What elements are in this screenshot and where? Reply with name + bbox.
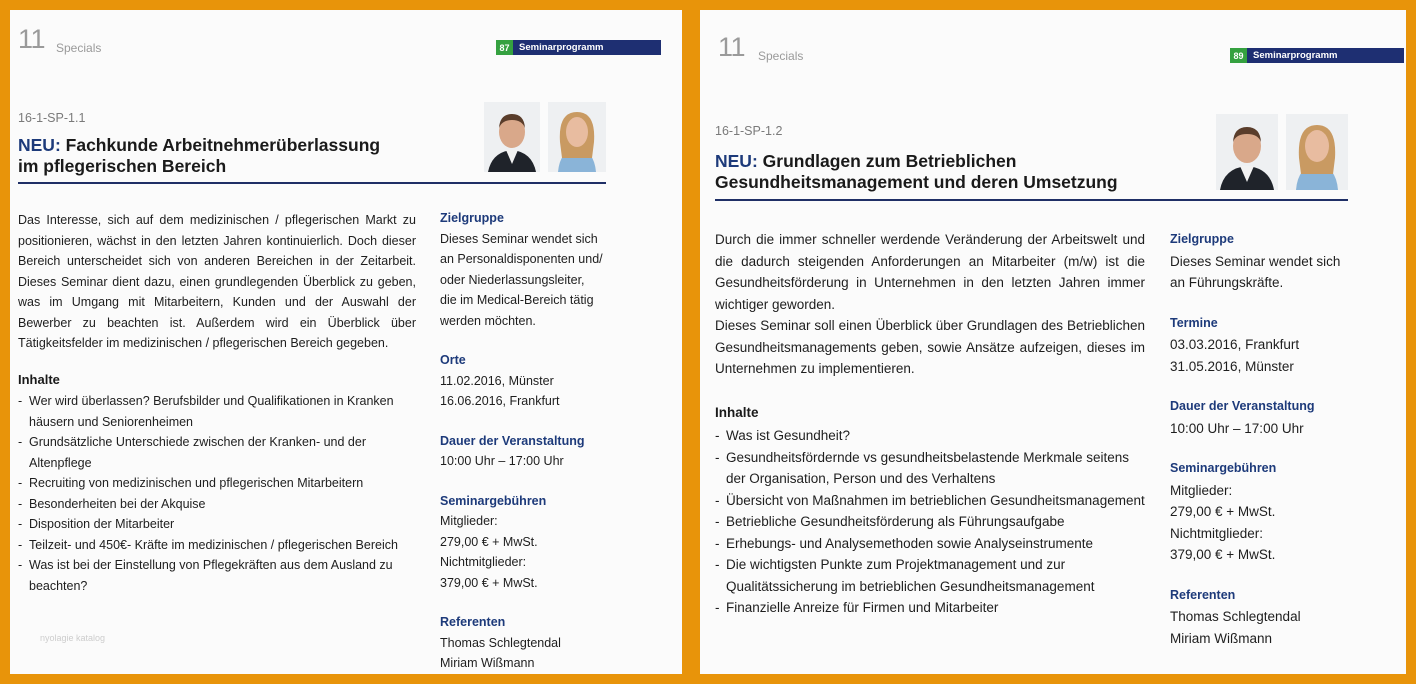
inhalte-heading: Inhalte [18, 372, 60, 387]
referent-line: Thomas Schlegtendal [1170, 609, 1301, 624]
zielgruppe-line: an Führungskräfte. [1170, 275, 1284, 290]
title-neu: NEU: [715, 151, 758, 171]
gebuehren-line: Mitglieder: [1170, 482, 1233, 498]
inhalte-item: - Teilzeit- und 450€- Kräfte im medizinischen / pflegerischen Bereich [18, 535, 416, 556]
gebuehren-line: 379,00 € + MwSt. [1170, 547, 1276, 562]
zielgruppe-line: werden möchten. [440, 313, 536, 328]
title-rule [715, 199, 1348, 201]
inhalte-list [715, 425, 1145, 619]
zielgruppe-line: die im Medical-Bereich tätig [440, 293, 594, 307]
speaker-photo-male [1216, 114, 1278, 190]
title-line-2: im pflegerischen Bereich [18, 156, 227, 176]
referent-line: Miriam Wißmann [1170, 630, 1273, 646]
inhalte-item: - Betriebliche Gesundheitsförderung als Führungsaufgabe [715, 511, 1145, 533]
speaker-photo-female [1286, 114, 1348, 190]
gebuehren-line: Nichtmitglieder: [440, 555, 527, 569]
inhalte-item: - Was ist Gesundheit? [715, 425, 1145, 447]
zielgruppe-line: an Personaldisponenten und/ [440, 252, 603, 266]
page-number: 11 [18, 24, 46, 54]
zielgruppe-heading: Zielgruppe [1170, 232, 1234, 246]
seminar-title [18, 135, 488, 177]
inhalte-item: - Grundsätzliche Unterschiede zwischen der Kranken- und der Altenpflege [18, 432, 416, 473]
inhalte-item: - Übersicht von Maßnahmen im betrieblichen Gesundheitsmanagement [715, 490, 1145, 512]
title-neu: NEU: [18, 135, 61, 155]
page-number: 11 [718, 32, 746, 62]
termin-line: 31.05.2016, Münster [1170, 358, 1294, 374]
seminar-title [715, 151, 1215, 193]
zielgruppe-line: oder Niederlassungsleiter, [440, 272, 585, 287]
ort-line: 16.06.2016, Frankfurt [440, 394, 560, 408]
seminar-code: 16-1-SP-1.1 [18, 111, 86, 125]
inhalte-list [18, 391, 416, 596]
gebuehren-line: Nichtmitglieder: [1170, 525, 1264, 541]
speaker-photo-female [548, 102, 606, 172]
right-page [700, 10, 1406, 674]
program-badge [496, 40, 661, 55]
dauer-value: 10:00 Uhr – 17:00 Uhr [440, 454, 564, 468]
title-line-2: Gesundheitsmanagement und deren Umsetzung [715, 172, 1118, 192]
badge-label: Seminarprogramm [1253, 50, 1338, 61]
intro-text-2: Dieses Seminar soll einen Überblick über Grundlagen des Betrieblichen Gesundheitsmanagements geben, sowie Ansätze aufzeigen, dieses im Unternehmen zu implementieren. [715, 318, 1145, 376]
title-rule [18, 182, 606, 184]
inhalte-item: - Wer wird überlassen? Berufsbilder und Qualifikationen in Kranken häusern und Seniorenheimen [18, 391, 416, 432]
gebuehren-line: 279,00 € + MwSt. [1170, 504, 1276, 519]
inhalte-item: - Finanzielle Anreize für Firmen und Mitarbeiter [715, 597, 1145, 619]
speaker-photo-male [484, 102, 540, 172]
referent-line: Thomas Schlegtendal [440, 635, 561, 650]
gebuehren-line: 379,00 € + MwSt. [440, 575, 538, 590]
ort-line: 11.02.2016, Münster [440, 373, 554, 388]
inhalte-heading: Inhalte [715, 405, 759, 420]
info-sidebar [1170, 229, 1350, 668]
inhalte-item: - Erhebungs- und Analysemethoden sowie Analyseinstrumente [715, 533, 1145, 555]
zielgruppe-line: Dieses Seminar wendet sich [440, 231, 598, 246]
inhalte-item: - Recruiting von medizinischen und pflegerischen Mitarbeitern [18, 473, 416, 494]
referenten-heading: Referenten [1170, 587, 1236, 602]
intro-text: Durch die immer schneller werdende Veränderung der Arbeitswelt und die dadurch steigenden Anforderungen an Mitarbeiter (m/w) ist die Gesundheitsförderung in Unternehmen in den letzten Jahren immer wichtiger geworden. [715, 232, 1145, 312]
left-page [10, 10, 682, 674]
title-line-1: Grundlagen zum Betrieblichen [762, 151, 1017, 171]
gebuehren-line: 279,00 € + MwSt. [440, 534, 538, 549]
badge-number: 89 [1230, 48, 1247, 63]
title-line-1: Fachkunde Arbeitnehmerüberlassung [65, 135, 381, 155]
inhalte-item: - Was ist bei der Einstellung von Pflegekräften aus dem Ausland zu beachten? [18, 555, 416, 596]
seminar-code: 16-1-SP-1.2 [715, 124, 783, 138]
orte-heading: Orte [440, 353, 466, 367]
intro-block [715, 229, 1145, 380]
badge-number: 87 [496, 40, 513, 55]
dauer-heading: Dauer der Veranstaltung [1170, 399, 1315, 413]
gebuehren-line: Mitglieder: [440, 514, 498, 528]
zielgruppe-line: Dieses Seminar wendet sich [1170, 253, 1341, 269]
badge-label: Seminarprogramm [519, 42, 604, 53]
section-label: Specials [758, 49, 804, 63]
gebuehren-heading: Seminargebühren [440, 493, 547, 508]
dauer-value: 10:00 Uhr – 17:00 Uhr [1170, 420, 1304, 436]
inhalte-item: - Disposition der Mitarbeiter [18, 514, 416, 535]
inhalte-item: - Die wichtigsten Punkte zum Projektmanagement und zur Qualitätssicherung im betrieblichen Gesundheitsmanagement [715, 554, 1145, 597]
zielgruppe-heading: Zielgruppe [440, 211, 504, 225]
program-badge [1230, 48, 1404, 63]
referenten-heading: Referenten [440, 615, 506, 629]
termin-line: 03.03.2016, Frankfurt [1170, 337, 1300, 352]
intro-text: Das Interesse, sich auf dem medizinischen / pflegerischen Markt zu positionieren, wächst in den letzten Jahren kontinuierlich. Doch dieser Bereich unterscheidet sich von anderen Bereichen in der Zeitarbeit. Dieses Seminar dient dazu, einen grundlegenden Überblick zu geben, was im Umgang mit Mitarbeitern, Kunden und der Auswahl der Bewerber zu beachten ist. Außerdem wird ein Überblick über Tätigkeitsfelder im medizinischen / pflegerischen Bereich gegeben. [18, 213, 416, 350]
section-label: Specials [56, 41, 102, 55]
referent-line: Miriam Wißmann [440, 656, 535, 670]
watermark: nyolagie katalog [40, 633, 106, 643]
inhalte-item: - Besonderheiten bei der Akquise [18, 494, 416, 515]
info-sidebar [440, 208, 610, 674]
gebuehren-heading: Seminargebühren [1170, 461, 1277, 475]
termine-heading: Termine [1170, 315, 1218, 330]
inhalte-item: - Gesundheitsfördernde vs gesundheitsbelastende Merkmale seitens der Organisation, Person und des Verhaltens [715, 447, 1145, 490]
dauer-heading: Dauer der Veranstaltung [440, 433, 585, 448]
